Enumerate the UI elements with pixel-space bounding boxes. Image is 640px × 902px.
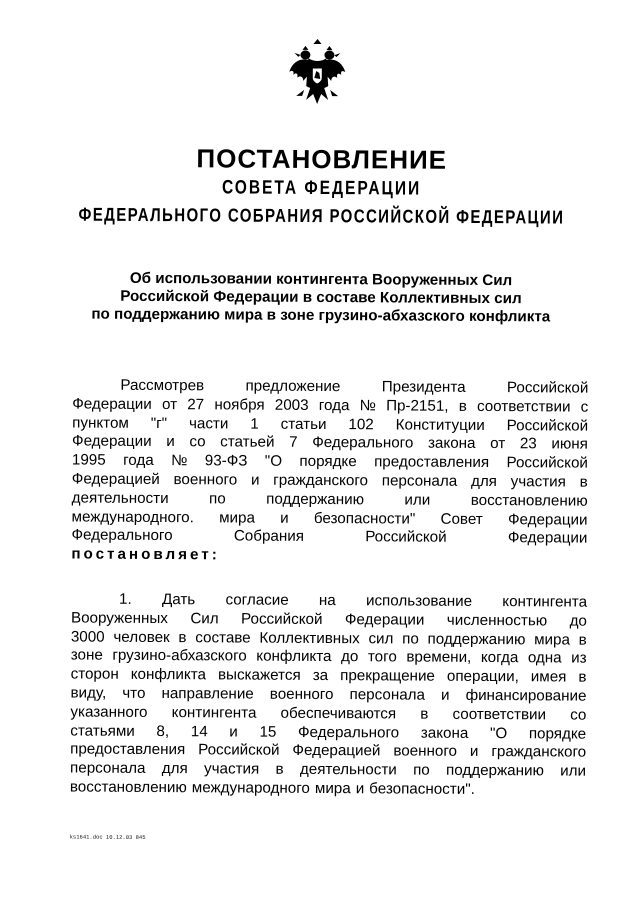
- word: Сил: [190, 610, 219, 628]
- decree-word: постановляет:: [71, 545, 220, 564]
- word: Конституции: [395, 416, 485, 434]
- word: по: [402, 630, 419, 648]
- word: что: [122, 684, 146, 702]
- word: Российской: [506, 454, 588, 472]
- word: восстановлению: [69, 778, 187, 797]
- word: 27: [187, 395, 205, 414]
- word: обеспечиваются: [280, 704, 397, 723]
- word: Федерации: [71, 432, 152, 451]
- word: №: [171, 452, 188, 470]
- word: или: [560, 762, 587, 780]
- word: из: [571, 649, 587, 668]
- word: по: [413, 761, 430, 779]
- word: когда: [480, 649, 519, 667]
- word: Федерации: [72, 395, 152, 413]
- word: в: [178, 628, 187, 646]
- word: сил: [368, 629, 394, 648]
- word: и: [469, 743, 479, 761]
- word: или: [404, 491, 431, 509]
- word: на: [318, 591, 336, 610]
- word: от: [490, 435, 506, 453]
- word: грузино-абхазского: [112, 647, 247, 665]
- subject-line: по поддержанию мира в зоне грузино-абхазского конфликта: [91, 305, 551, 326]
- word: года: [123, 451, 154, 470]
- word: конфликта: [256, 648, 332, 666]
- word: 2003: [274, 396, 309, 414]
- subject-line: Об использовании контингента Вооруженных Сил: [129, 269, 513, 290]
- word: года: [318, 396, 350, 414]
- word: пунктом: [72, 414, 129, 432]
- word: Федерального: [71, 526, 173, 545]
- word: международного: [191, 779, 310, 797]
- word: в: [578, 631, 587, 649]
- word: "О: [264, 452, 283, 470]
- word: поддержанию: [266, 490, 365, 509]
- word: Федерации: [507, 529, 588, 548]
- word: персонала: [69, 759, 146, 778]
- word: персонала: [349, 686, 426, 704]
- word: Российской: [198, 741, 280, 760]
- document-title: ПОСТАНОВЛЕНИЕ: [196, 143, 448, 175]
- word: Президента: [381, 378, 466, 396]
- word: Федерации: [507, 510, 588, 529]
- word: до: [569, 612, 587, 630]
- word: конфликта: [130, 666, 207, 684]
- subject-line: Российской Федерации в составе Коллективных сил: [120, 287, 522, 308]
- word: Федерального: [312, 434, 414, 452]
- word: части: [188, 414, 229, 433]
- word: закона: [420, 724, 469, 742]
- word: Собрания: [233, 527, 305, 546]
- preamble-paragraph: [71, 376, 588, 567]
- word: одна: [527, 649, 562, 667]
- word: гражданского: [491, 743, 587, 762]
- word: международного.: [71, 508, 194, 526]
- word: Дать: [161, 591, 196, 609]
- word: времени,: [406, 648, 472, 667]
- word: указанного: [70, 703, 148, 721]
- word: виду,: [70, 684, 107, 702]
- word: 1: [250, 415, 259, 433]
- word: в: [420, 705, 429, 723]
- word: порядке: [299, 453, 357, 471]
- word: контингента: [171, 703, 257, 722]
- word: для: [470, 472, 497, 491]
- word: военного: [393, 742, 458, 761]
- word: деятельности: [71, 489, 169, 507]
- word: Федерацией: [292, 742, 381, 760]
- word: порядке: [528, 724, 587, 743]
- issuer-line-2: ФЕДЕРАЛЬНОГО СОБРАНИЯ РОССИЙСКОЙ ФЕДЕРАЦИИ: [78, 204, 565, 229]
- word: военного: [173, 471, 238, 489]
- word: безопасности".: [369, 780, 475, 798]
- word: №: [359, 397, 376, 415]
- document-subject: [61, 269, 581, 326]
- word: 14: [190, 722, 208, 740]
- word: 23: [519, 435, 537, 453]
- issuer-line-1: СОВЕТА ФЕДЕРАЦИИ: [221, 177, 422, 200]
- paragraph-line: [70, 778, 586, 800]
- word: статьей: [220, 433, 275, 452]
- word: для: [161, 760, 188, 778]
- word: в: [275, 760, 284, 778]
- word: 15: [259, 723, 277, 741]
- paragraph-line: [71, 666, 587, 688]
- word: деятельности: [299, 761, 397, 779]
- word: 102: [348, 415, 374, 433]
- word: Пр-2151,: [386, 397, 449, 415]
- word: "О: [489, 724, 508, 742]
- russian-double-headed-eagle-icon: [286, 38, 348, 112]
- word: 8,: [156, 722, 170, 740]
- word: статьи: [280, 415, 327, 433]
- file-code: ks1641.doc 10.12.03 845: [69, 833, 146, 841]
- word: гражданского: [273, 471, 369, 490]
- word: в: [578, 668, 587, 686]
- word: и: [280, 509, 289, 527]
- word: численностью: [446, 611, 548, 630]
- word: за: [312, 667, 329, 685]
- word: прекращение: [340, 667, 435, 685]
- word: с: [580, 398, 589, 416]
- word: мира: [219, 508, 255, 527]
- word: 1.: [119, 590, 132, 608]
- word: составе: [195, 628, 251, 647]
- word: предоставления: [374, 453, 490, 472]
- word: использование: [365, 592, 473, 610]
- word: зоне: [70, 646, 103, 665]
- word: участия: [510, 473, 566, 491]
- word: 1995: [71, 451, 106, 469]
- word: в: [458, 397, 467, 415]
- word: статьями: [70, 722, 135, 740]
- word: Российской: [365, 528, 447, 547]
- word: согласие: [225, 591, 289, 609]
- word: "г": [150, 414, 168, 432]
- word: участия: [203, 760, 260, 778]
- word: поддержанию: [445, 761, 544, 780]
- word: июня: [551, 435, 588, 454]
- word: Федерации: [344, 610, 425, 629]
- word: мира: [534, 630, 571, 649]
- word: со: [570, 706, 587, 724]
- word: военного: [269, 685, 334, 704]
- word: безопасности": [313, 509, 416, 528]
- word: персонала: [381, 472, 458, 490]
- word: закона: [427, 435, 476, 453]
- word: 93-ФЗ: [204, 452, 248, 470]
- word: того: [367, 648, 397, 666]
- word: Рассмотрев: [120, 376, 205, 395]
- word: соответствии: [452, 705, 547, 724]
- word: предложение: [245, 377, 341, 396]
- word: 3000: [70, 628, 105, 646]
- word: выскажется: [217, 666, 301, 685]
- word: Федерального: [297, 723, 400, 742]
- word: Коллективных: [259, 629, 360, 647]
- word: соответствии: [476, 397, 571, 416]
- word: по: [209, 490, 226, 508]
- word: от: [161, 395, 178, 413]
- word: сторон: [70, 665, 119, 683]
- word: и: [250, 471, 260, 489]
- word: Российской: [241, 610, 323, 628]
- clause-1-paragraph: [70, 590, 587, 800]
- word: направление: [161, 685, 254, 703]
- paragraph-line: [70, 741, 586, 763]
- word: имея: [530, 668, 567, 686]
- word: со: [189, 433, 206, 451]
- word: Совет: [440, 510, 483, 528]
- word: до: [341, 648, 359, 666]
- word: 7: [289, 434, 298, 452]
- word: человек: [113, 628, 170, 646]
- word: Вооруженных: [70, 609, 168, 627]
- word: операции,: [446, 667, 519, 686]
- word: поддержанию: [427, 630, 526, 648]
- word: предоставления: [70, 740, 186, 759]
- word: и: [229, 723, 238, 741]
- paragraph-line: [72, 395, 588, 417]
- word: контингента: [502, 593, 588, 611]
- word: Российской: [506, 379, 589, 397]
- word: финансирование: [465, 686, 587, 705]
- word: и: [441, 686, 450, 704]
- word: Российской: [506, 416, 589, 435]
- word: и: [166, 433, 175, 451]
- word: и: [355, 780, 365, 798]
- word: в: [579, 473, 588, 491]
- word: ноября: [214, 396, 265, 414]
- word: восстановлению: [470, 491, 588, 510]
- word: Федерацией: [71, 470, 160, 489]
- word: мира: [314, 779, 351, 798]
